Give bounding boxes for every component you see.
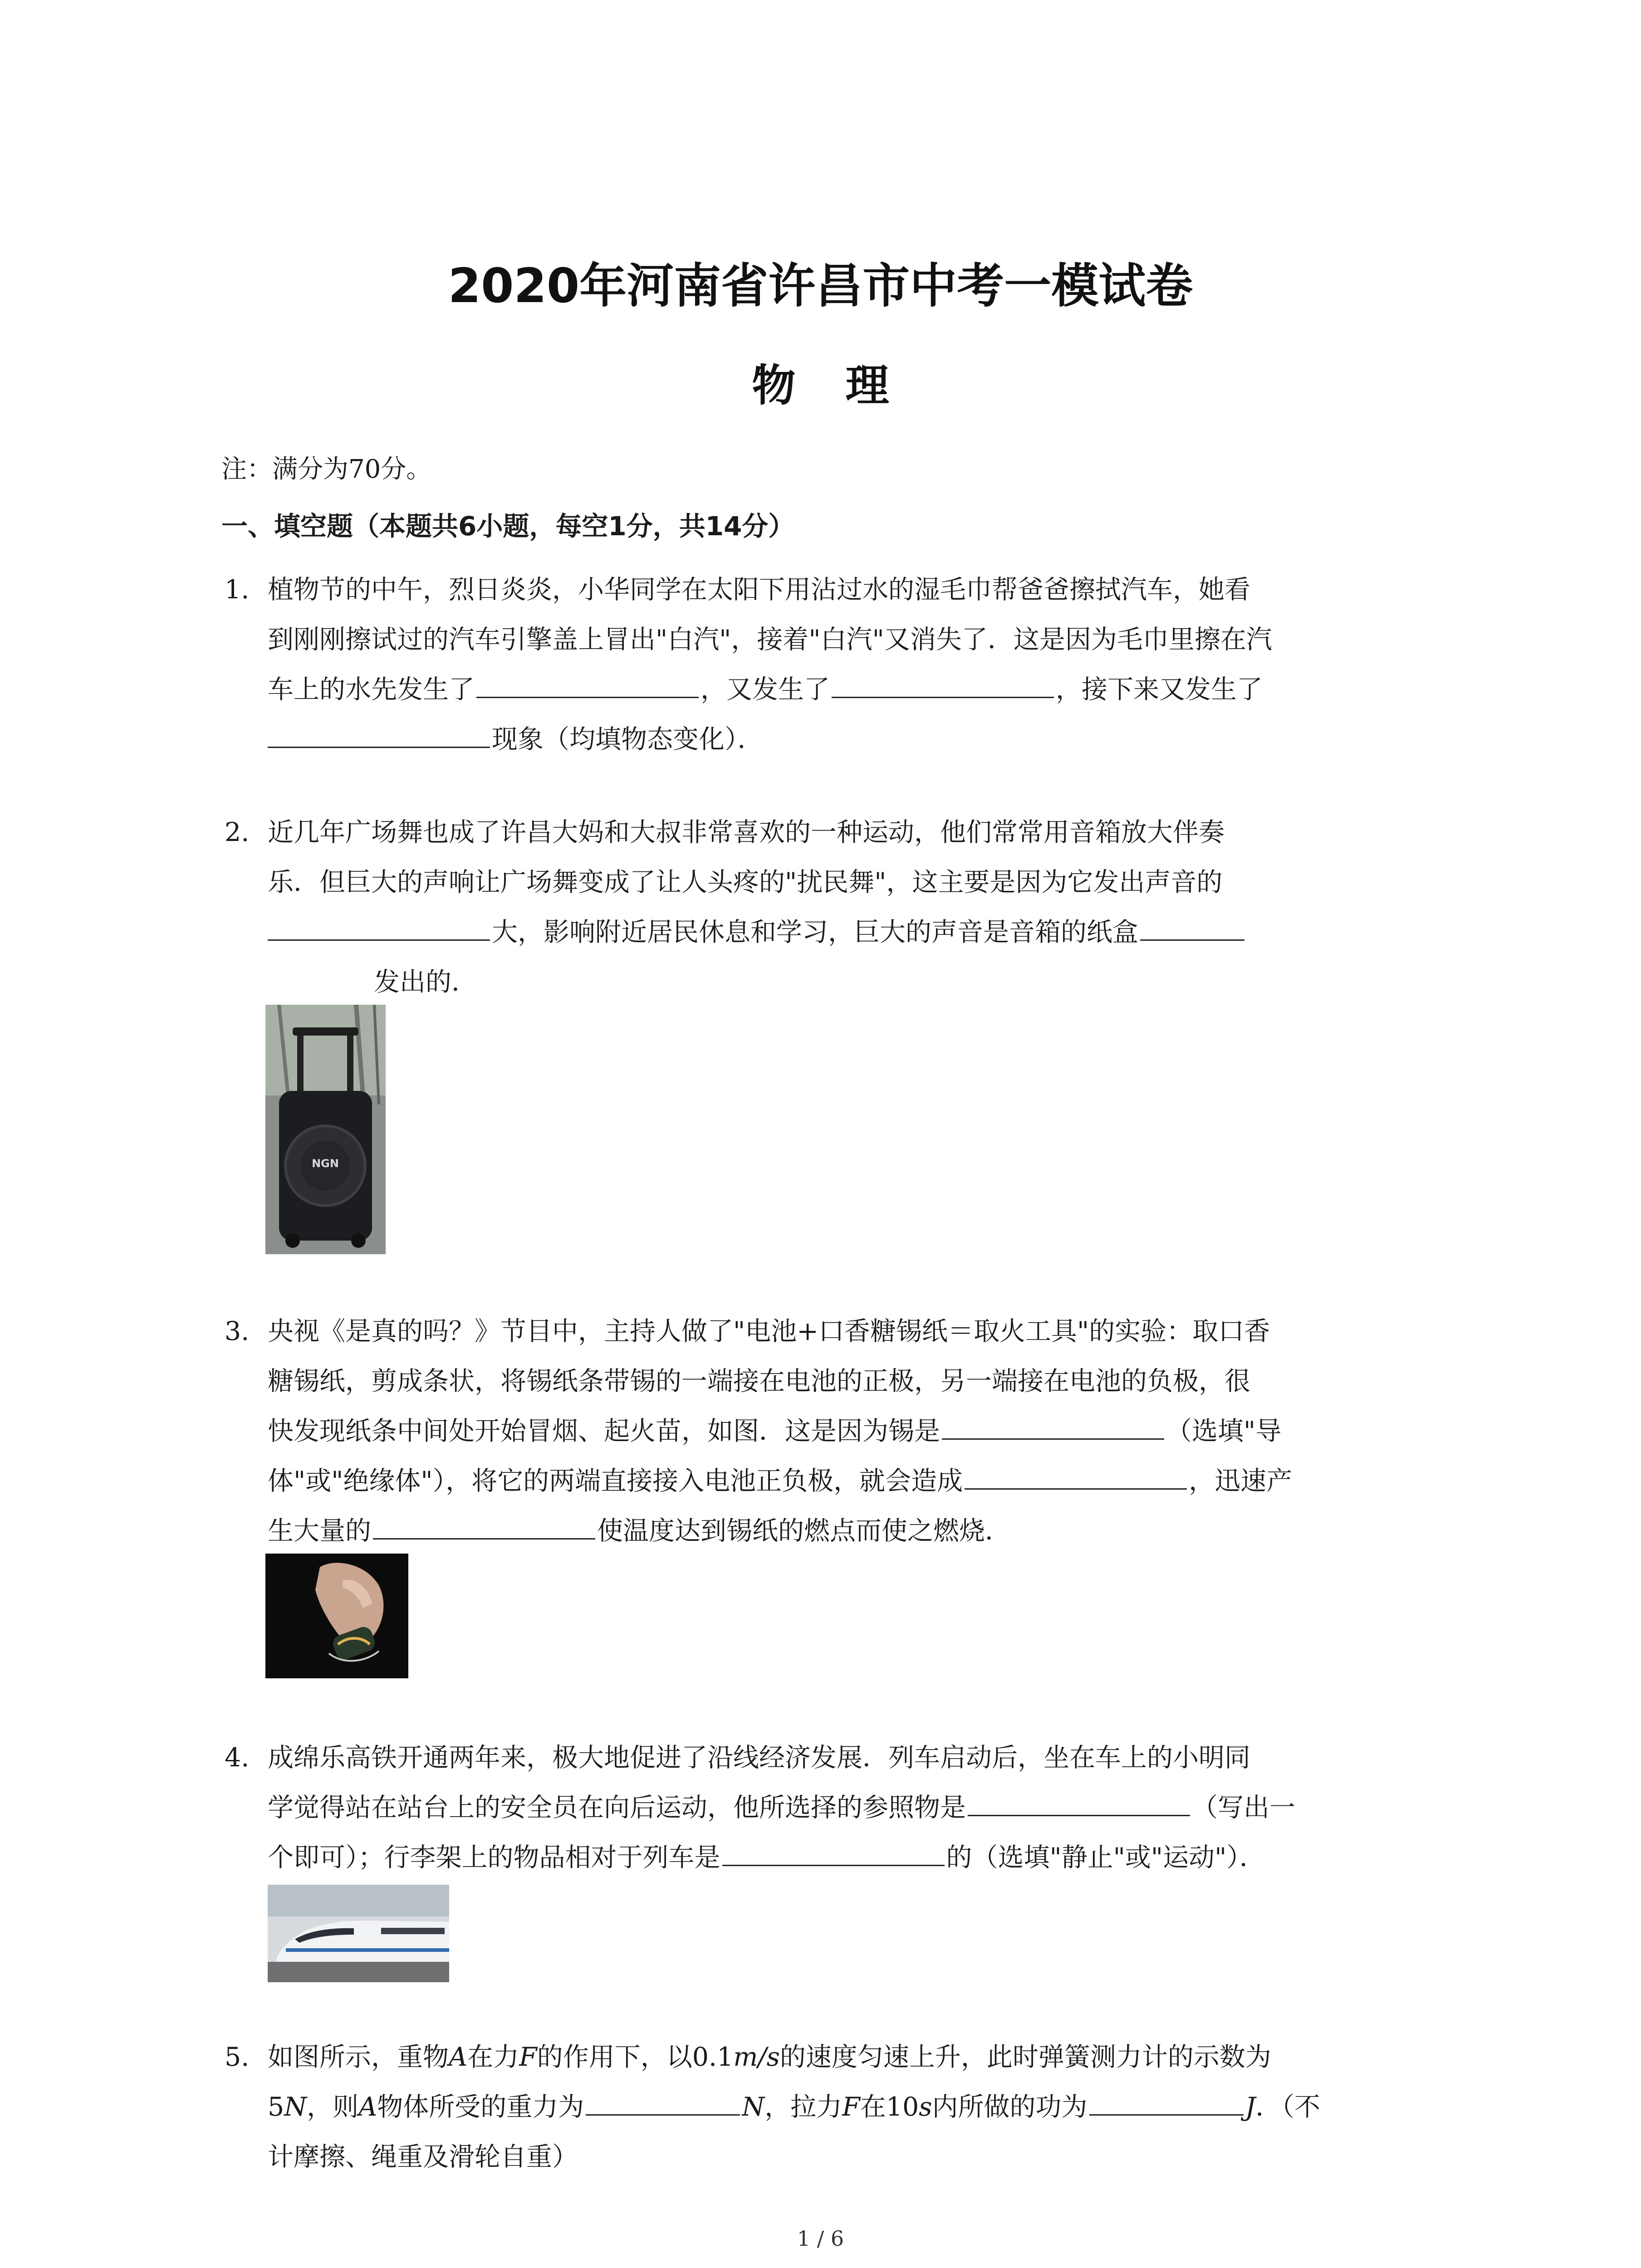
question-text: 使温度达到锡纸的燃点而使之燃烧．: [597, 1516, 1011, 1546]
answer-blank[interactable]: [586, 2091, 740, 2116]
question-text-line: [268, 957, 477, 1007]
answer-blank[interactable]: [1089, 2091, 1244, 2116]
question-text: 的作用下，以0.1: [537, 2042, 734, 2072]
variable-f: F: [842, 2092, 860, 2122]
question-text-line: 乐．但巨大的声响让广场舞变成了让人头疼的"扰民舞"，这主要是因为它发出声音的: [268, 867, 1223, 897]
question-number: 4.: [225, 1743, 250, 1773]
question-text: 5: [268, 2092, 284, 2122]
speaker-image: [265, 1005, 386, 1254]
question-text-line: [268, 1456, 1292, 1506]
score-note: 注：满分为70分。: [221, 455, 432, 484]
question-number: 2.: [225, 817, 250, 847]
variable-f: F: [519, 2042, 537, 2072]
question-text: ，接下来又发生了: [1056, 675, 1263, 704]
section-heading: 一、填空题（本题共6小题，每空1分，共14分）: [221, 511, 795, 542]
question-text-line: 到刚刚擦试过的汽车引擎盖上冒出"白汽"，接着"白汽"又消失了．这是因为毛巾里擦在汽: [268, 625, 1272, 655]
question-text-line: [268, 907, 1246, 957]
question-text: ．（不: [1255, 2092, 1320, 2122]
question-text-line: [268, 714, 764, 764]
unit-speed: m/s: [733, 2042, 780, 2072]
question-text: 学觉得站在站台上的安全员在向后运动，他所选择的参照物是: [268, 1793, 966, 1823]
question-text: 在力: [467, 2042, 519, 2072]
answer-blank[interactable]: [268, 916, 490, 941]
page-title: 2020年河南省许昌市中考一模试卷: [448, 258, 1193, 313]
question-text: 大，影响附近居民休息和学习，巨大的声音是音箱的纸盒: [492, 917, 1138, 947]
question-text: 快发现纸条中间处开始冒烟、起火苗，如图．这是因为锡是: [268, 1416, 940, 1446]
question-text: 内所做的功为: [932, 2092, 1087, 2122]
question-text: 如图所示，重物: [268, 2042, 449, 2072]
answer-blank[interactable]: [968, 1791, 1190, 1816]
question-text-line: [268, 1783, 1295, 1833]
question-text-line: 计摩擦、绳重及滑轮自重）: [268, 2142, 578, 2172]
page-number: 1 / 6: [797, 2226, 844, 2251]
answer-blank[interactable]: [268, 723, 490, 748]
answer-blank-continued[interactable]: [268, 967, 372, 991]
question-text-line: [268, 1406, 1281, 1456]
question-text-line: [268, 2032, 1271, 2082]
question-number: 3.: [225, 1316, 250, 1346]
question-text: 的速度匀速上升，此时弹簧测力计的示数为: [779, 2042, 1271, 2072]
variable-a: A: [358, 2092, 377, 2122]
question-text: ，迅速产: [1189, 1466, 1293, 1496]
question-text: 生大量的: [268, 1516, 371, 1546]
question-text-line: 糖锡纸，剪成条状，将锡纸条带锡的一端接在电池的正极，另一端接在电池的负极，很: [268, 1366, 1250, 1396]
answer-blank[interactable]: [722, 1841, 945, 1866]
answer-blank[interactable]: [965, 1465, 1187, 1490]
question-text-line: 成绵乐高铁开通两年来，极大地促进了沿线经济发展．列车启动后，坐在车上的小明同: [268, 1743, 1250, 1773]
question-text-line: [268, 2082, 1320, 2132]
variable-a: A: [449, 2042, 468, 2072]
question-text-line: [268, 665, 1263, 714]
question-text-line: [268, 1506, 1011, 1556]
unit-second: s: [919, 2092, 932, 2122]
question-text: ，拉力: [764, 2092, 843, 2122]
answer-blank[interactable]: [1140, 916, 1244, 941]
answer-blank[interactable]: [832, 673, 1054, 698]
unit-newton: N: [284, 2092, 307, 2122]
question-text-line: [268, 1833, 1265, 1882]
question-text: （写出一: [1192, 1793, 1295, 1823]
question-number: 5.: [225, 2042, 250, 2072]
question-text: 物体所受的重力为: [377, 2092, 584, 2122]
tin-foil-battery-image: [265, 1554, 408, 1678]
question-text: ，则: [307, 2092, 359, 2122]
question-text: 体"或"绝缘体"），将它的两端直接接入电池正负极，就会造成: [268, 1466, 963, 1496]
question-text-line: 近几年广场舞也成了许昌大妈和大叔非常喜欢的一种运动，他们常常用音箱放大伴奏: [268, 817, 1225, 847]
question-text: 的（选填"静止"或"运动"）．: [946, 1843, 1265, 1872]
subject-title: 物理: [752, 360, 939, 411]
question-text-line: 央视《是真的吗？》节目中，主持人做了"电池+口香糖锡纸＝取火工具"的实验：取口香: [268, 1316, 1270, 1346]
question-text: 车上的水先发生了: [268, 675, 475, 704]
question-text: ，又发生了: [700, 675, 830, 704]
answer-blank[interactable]: [373, 1515, 595, 1540]
unit-newton: N: [742, 2092, 765, 2122]
answer-blank[interactable]: [942, 1415, 1164, 1440]
question-text: （选填"导: [1166, 1416, 1282, 1446]
speaker-brand-label: NGN: [312, 1157, 339, 1170]
question-text: 发出的．: [374, 967, 477, 997]
high-speed-train-image: [268, 1885, 449, 1982]
question-text-line: 植物节的中午，烈日炎炎，小华同学在太阳下用沾过水的湿毛巾帮爸爸擦拭汽车，她看: [268, 575, 1250, 605]
question-text: 在10: [860, 2092, 919, 2122]
answer-blank[interactable]: [476, 673, 699, 698]
question-text: 个即可）；行李架上的物品相对于列车是: [268, 1843, 720, 1872]
unit-joule: J: [1245, 2092, 1256, 2122]
question-number: 1.: [225, 575, 250, 605]
question-text: 现象（均填物态变化）．: [492, 724, 764, 754]
